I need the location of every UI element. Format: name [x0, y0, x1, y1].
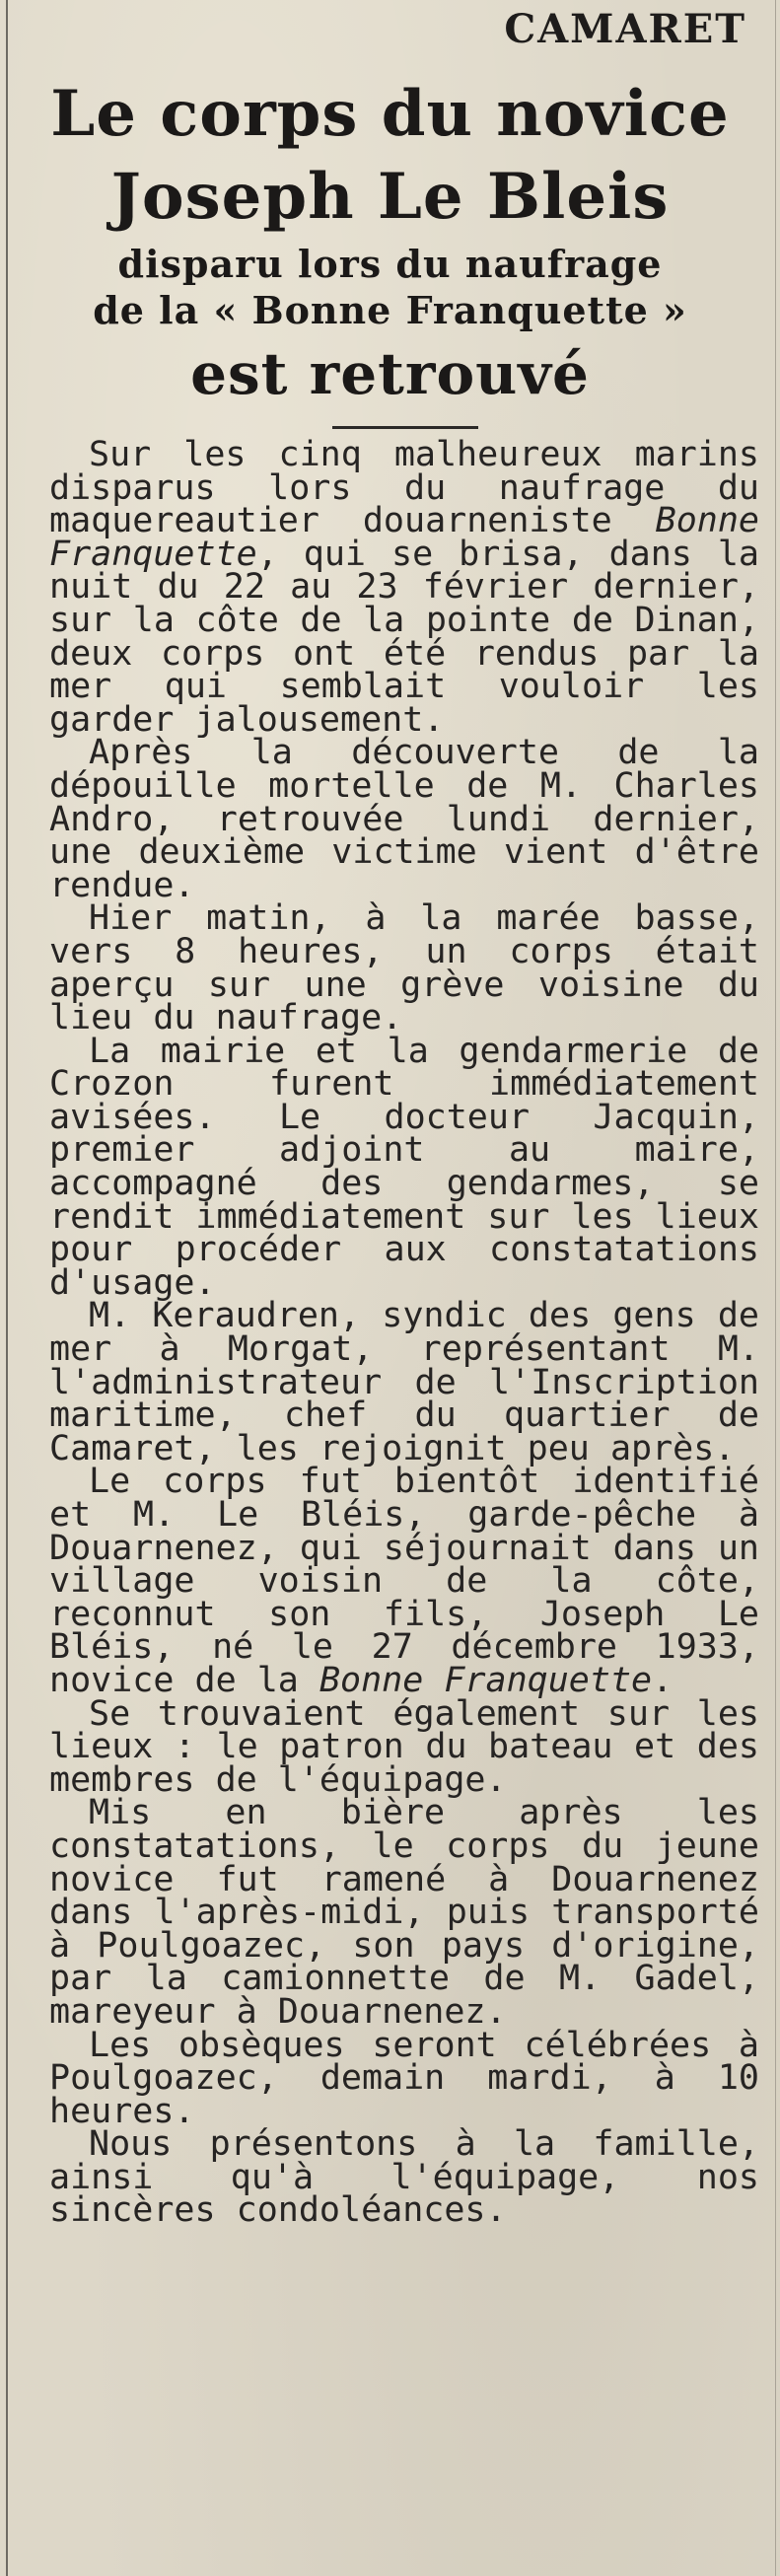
paragraph-3: Hier matin, à la marée basse, vers 8 heures, un corps était aperçu sur une grève voisine du lieu du naufrage.	[49, 898, 759, 1038]
paragraph-1-boat-name: Bonne Franquette	[49, 501, 759, 574]
paragraph-1	[49, 435, 759, 740]
subheadline-line-2: de la « Bonne Franquette »	[93, 288, 687, 332]
paragraph-6	[49, 1462, 759, 1700]
paragraph-6-boat-name: Bonne Franquette	[319, 1660, 653, 1700]
paragraph-10: Nous présentons à la famille, ainsi qu'à l'équipage, nos sincères condoléances.	[49, 2124, 759, 2231]
paragraph-2: Après la découverte de la dépouille mortelle de M. Charles Andro, retrouvée lundi dernier, une deuxième victime vient d'être rendue.	[49, 733, 759, 905]
headline-line-1: Le corps du novice	[50, 77, 730, 151]
subheadline-line-1: disparu lors du naufrage	[117, 242, 663, 286]
headline-divider	[332, 426, 478, 429]
headline-line-3: est retrouvé	[190, 340, 590, 407]
paragraph-7: Se trouvaient également sur les lieux : le patron du bateau et des membres de l'équipage.	[49, 1693, 759, 1800]
paragraph-9: Les obsèques seront célébrées à Poulgoazec, demain mardi, à 10 heures.	[49, 2025, 759, 2131]
paragraph-8: Mis en bière après les constatations, le corps du jeune novice fut ramené à Douarnenez dans l'après-midi, puis transporté à Poulgoazec, son pays d'origine, par la camionnette de M. Gadel, mareyeur à Douarnenez.	[49, 1793, 759, 2032]
article-body	[49, 435, 759, 2231]
paragraph-1-part-a: Sur les cinq malheureux marins disparus lors du naufrage du maquereautier douarneniste	[49, 435, 759, 541]
paragraph-5: M. Keraudren, syndic des gens de mer à Morgat, représentant M. l'administrateur de l'Inscription maritime, chef du quartier de Camaret, les rejoignit peu après.	[49, 1296, 759, 1468]
paragraph-6-part-b: .	[652, 1660, 674, 1700]
dateline: CAMARET	[504, 6, 746, 52]
paragraph-1-part-b: , qui se brisa, dans la nuit du 22 au 23 février dernier, sur la côte de la pointe de Dinan, deux corps ont été rendus par la mer qui semblait vouloir les garder jalousement.	[49, 534, 759, 740]
paragraph-6-part-a: Le corps fut bientôt identifié et M. Le Bléis, garde-pêche à Douarnenez, qui séjournait dans un village voisin de la côte, reconnut son fils, Joseph Le Bléis, né le 27 décembre 1933, novice de la	[49, 1462, 759, 1700]
headline-line-2: Joseph Le Bleis	[110, 160, 670, 234]
paragraph-4: La mairie et la gendarmerie de Crozon furent immédiatement avisées. Le docteur Jacquin, premier adjoint au maire, accompagné des gendarmes, se rendit immédiatement sur les lieux pour procéder aux constatations d'usage.	[49, 1031, 759, 1303]
